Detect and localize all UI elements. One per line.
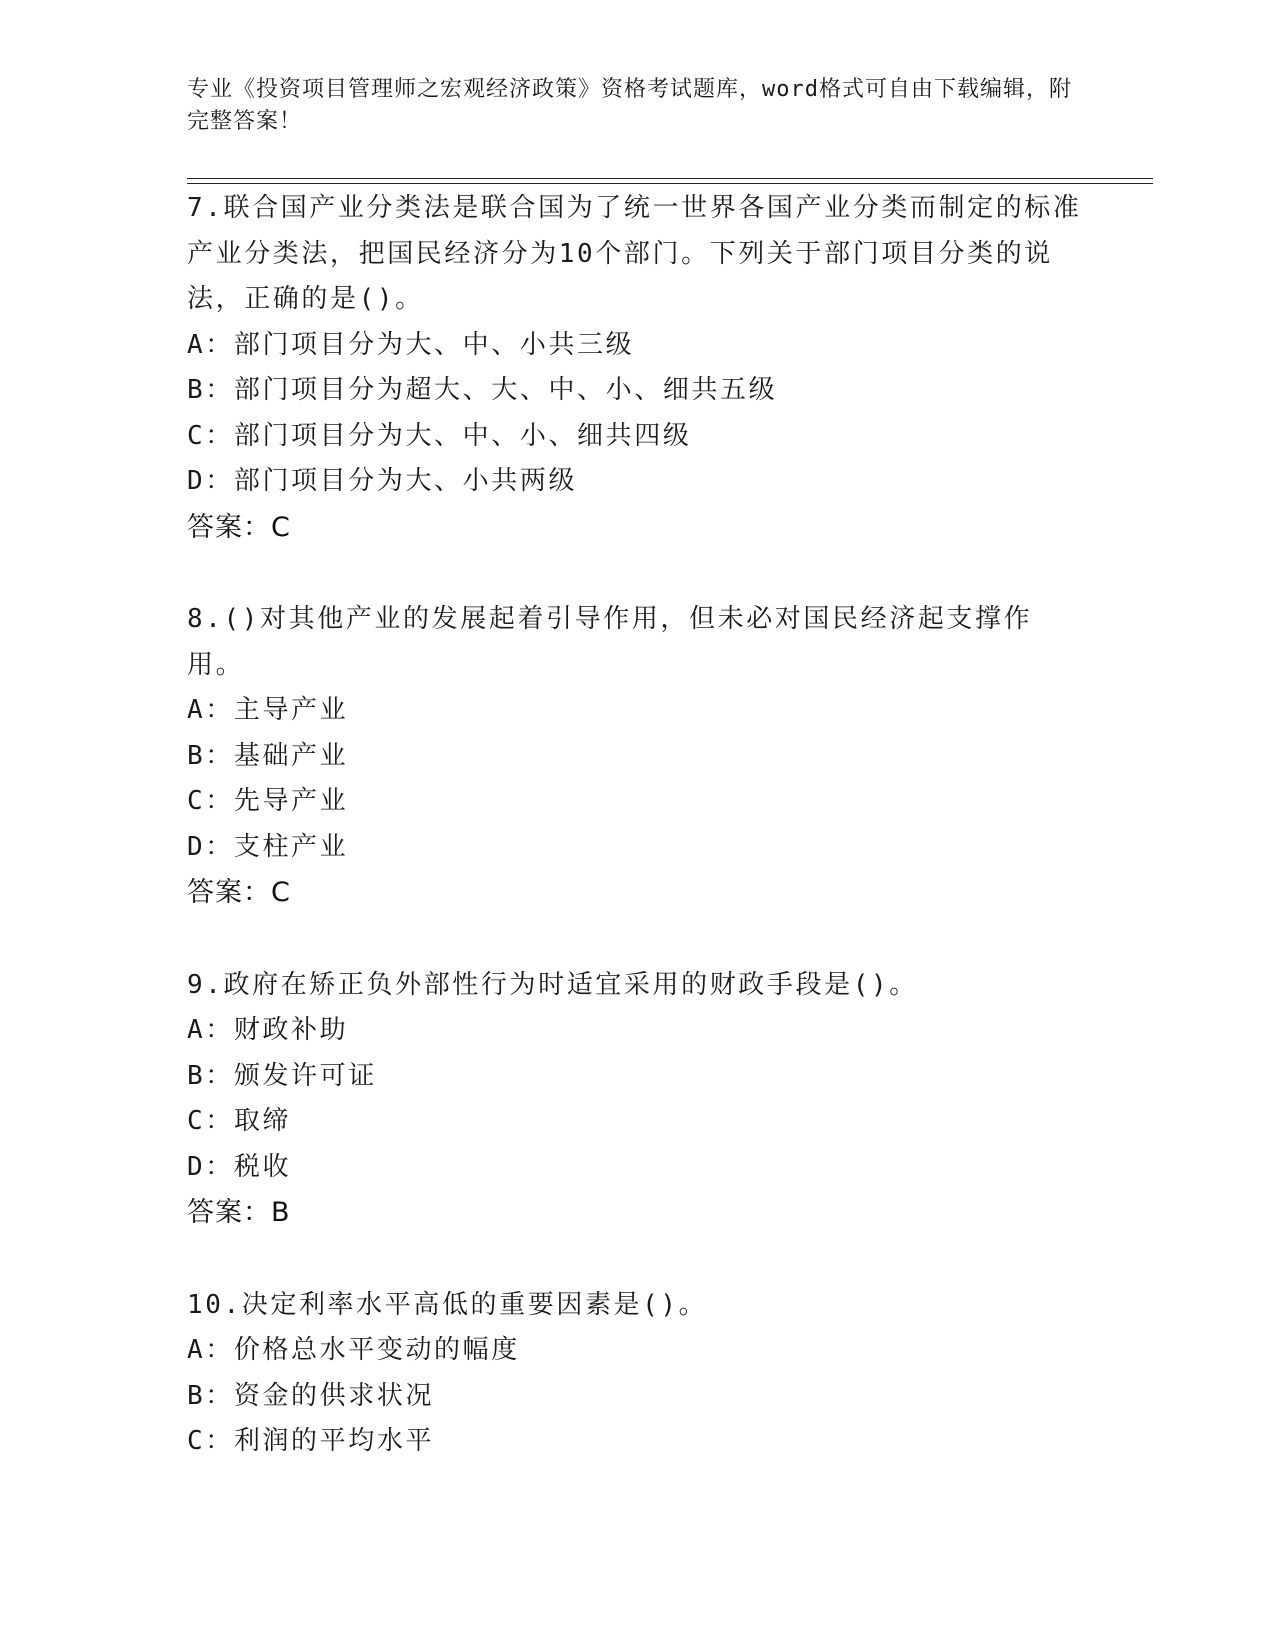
option-c: C：取缔 <box>187 1106 292 1136</box>
option-c: C：部门项目分为大、中、小、细共四级 <box>187 420 692 451</box>
answer-label: 答案：C <box>187 877 291 908</box>
question-7 <box>187 186 1087 550</box>
option-a: A：财政补助 <box>187 1015 349 1045</box>
question-stem: 9.政府在矫正负外部性行为时适宜采用的财政手段是()。 <box>187 969 918 1000</box>
option-b: B：资金的供求状况 <box>187 1380 435 1411</box>
option-b: B：基础产业 <box>187 740 349 771</box>
question-8 <box>187 597 1087 916</box>
question-9 <box>187 963 1087 1236</box>
option-b: B：部门项目分为超大、大、中、小、细共五级 <box>187 375 778 405</box>
option-d: D：部门项目分为大、小共两级 <box>187 466 578 496</box>
answer-label: 答案：B <box>187 1197 291 1228</box>
option-a: A：部门项目分为大、中、小共三级 <box>187 329 635 360</box>
option-b: B：颁发许可证 <box>187 1060 377 1091</box>
question-stem: 8.()对其他产业的发展起着引导作用，但未必对国民经济起支撑作用。 <box>187 604 1033 680</box>
option-a: A：主导产业 <box>187 695 349 725</box>
question-list <box>187 186 1087 1512</box>
option-d: D：税收 <box>187 1151 292 1182</box>
question-stem: 7.联合国产业分类法是联合国为了统一世界各国产业分类而制定的标准产业分类法，把国民经济分为10个部门。下列关于部门项目分类的说法，正确的是()。 <box>187 193 1082 314</box>
option-c: C：先导产业 <box>187 786 349 816</box>
option-a: A：价格总水平变动的幅度 <box>187 1335 520 1365</box>
option-d: D：支柱产业 <box>187 831 349 862</box>
document-header: 专业《投资项目管理师之宏观经济政策》资格考试题库，word格式可自由下载编辑，附完整答案！ <box>187 77 1072 134</box>
question-stem: 10.决定利率水平高低的重要因素是()。 <box>187 1289 708 1320</box>
option-c: C：利润的平均水平 <box>187 1426 435 1456</box>
answer-label: 答案：C <box>187 511 291 543</box>
header-divider-bottom <box>187 183 1153 184</box>
header-divider-top <box>187 178 1153 179</box>
question-10 <box>187 1283 1087 1465</box>
